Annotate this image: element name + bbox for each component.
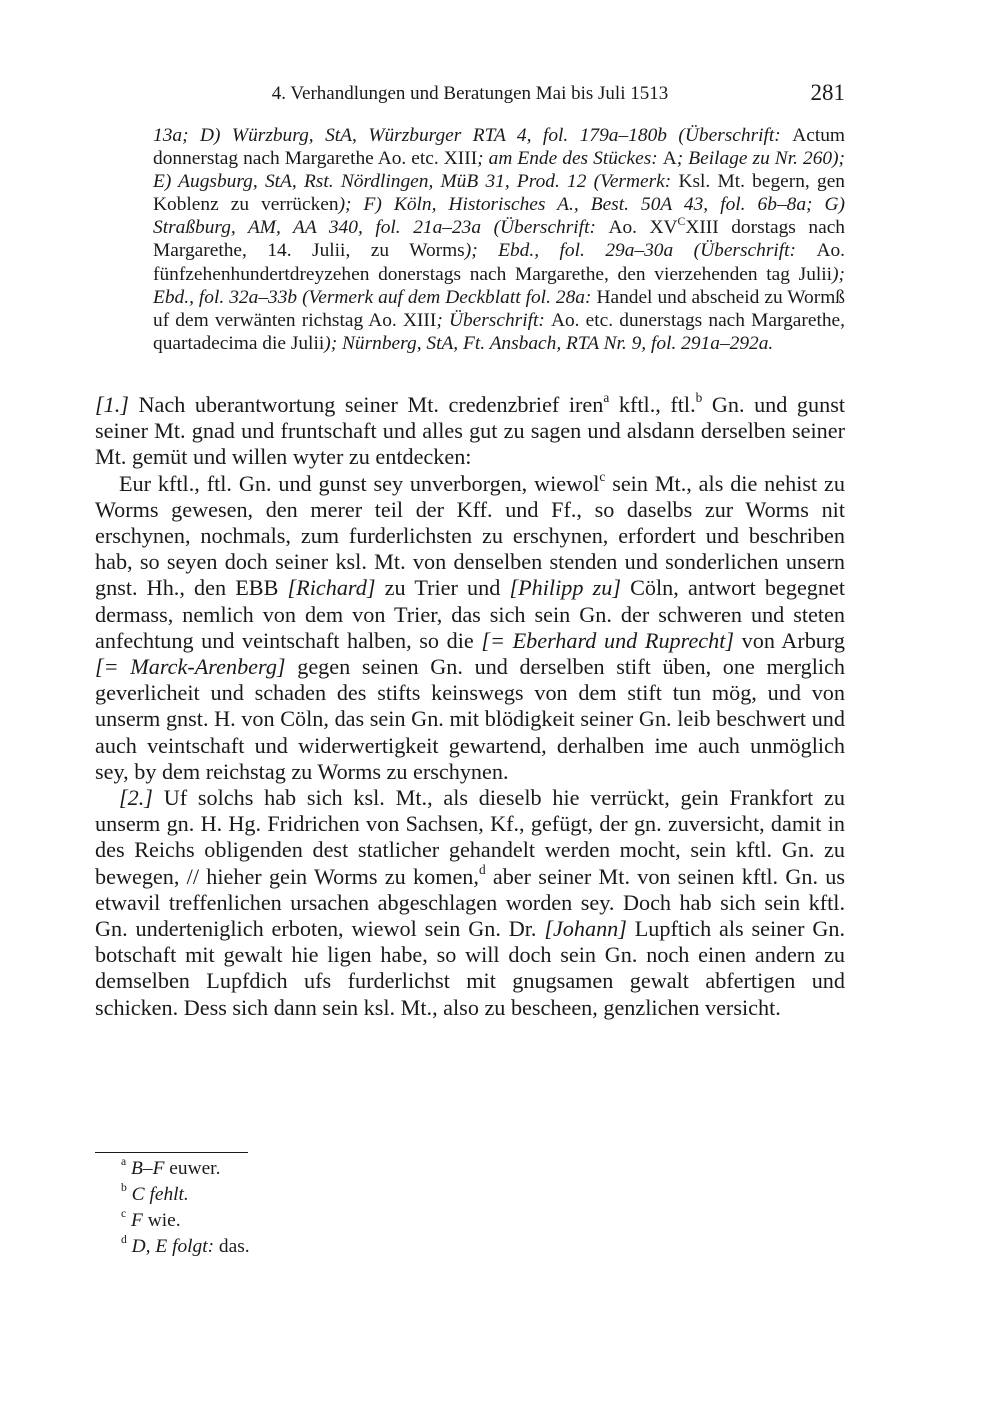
text-run: von Arburg [734, 627, 845, 653]
footnote-marker: C [677, 214, 686, 228]
italic-text: [= Marck-Arenberg] [95, 654, 286, 680]
footnote-marker: c [599, 468, 606, 484]
main-text [95, 392, 845, 1021]
footnote-marker: a [121, 1155, 127, 1169]
footnotes [121, 1156, 721, 1260]
footnote-marker: d [121, 1233, 127, 1247]
footnote-marker: d [478, 861, 486, 877]
footnote [121, 1182, 721, 1208]
paragraph [95, 785, 845, 1021]
footnote [121, 1208, 721, 1234]
italic-text: ); Nürnberg, StA, Ft. Ansbach, RTA Nr. 9, fol. 291a–292a. [324, 332, 774, 354]
source-apparatus [153, 124, 845, 355]
italic-text: ; Überschrift: [436, 309, 551, 331]
italic-text: F [131, 1210, 143, 1231]
text-run: kftl., ftl. [609, 392, 696, 417]
italic-text: ); Ebd., fol. 29a–30a (Überschrift: [464, 240, 817, 262]
page-header [95, 80, 845, 108]
footnote-marker: b [121, 1181, 127, 1195]
text-run: wie. [142, 1210, 181, 1231]
text-run: euwer. [164, 1158, 221, 1179]
italic-text: C fehlt. [131, 1184, 189, 1205]
text-run: Ao. XV [608, 217, 678, 239]
footnote-divider [95, 1152, 248, 1153]
text-run: zu Trier und [375, 575, 510, 601]
italic-text: B–F [131, 1158, 165, 1179]
text-run: sein Mt., als die nehist zu Worms gewesen, den merer teil der Kff. und Ff., so daselbs zur Worms nit erschynen, nochmals, zum furderlichsten zu erschynen, erfordert und beschriben hab, so seyen doch seiner ksl. Mt. von denselben stenden und sonderlichen unsern gnst. Hh., den EBB [95, 470, 845, 601]
text-run: Ao. etc. dunerstags nach Margarethe, quartadecima die Julii [153, 309, 845, 354]
footnote [121, 1234, 721, 1260]
text-run: Gn. und gunst seiner Mt. gnad und fruntschaft und alles gut zu sagen und alsdann derselben seiner Mt. gemüt und willen wyter zu entdecken: [95, 392, 846, 470]
text-run: Ksl. Mt. begern, gen Koblenz zu verrücken [153, 171, 845, 216]
text-run: A [662, 148, 677, 170]
text-run: Nach uberantwortung seiner Mt. credenzbrief iren [128, 392, 604, 417]
italic-text: [2.] [119, 785, 153, 811]
footnote [121, 1156, 721, 1182]
text-run: Cöln, antwort begegnet dermass, nemlich von dem von Trier, das sich sein Gn. der schweren und steten anfechtung und veintschaft halben, so die [95, 575, 845, 653]
italic-text: [Richard] [287, 575, 376, 601]
paragraph [95, 392, 845, 471]
italic-text: ; am Ende des Stückes: [477, 148, 663, 170]
text-run: Uf solchs hab sich ksl. Mt., als dieselb hie verrückt, gein Frankfort zu unserm gn. H. Hg. Fridrichen von Sachsen, Kf., gefügt, der gn. zuversicht, damit in des Reichs obligenden dest statlicher gehandelt werden mocht, sein kftl. Gn. zu bewegen, // hieher gein Worms zu komen, [95, 785, 845, 889]
footnote-marker: b [695, 390, 703, 406]
text-run: gegen seinen Gn. und derselben stift üben, one merglich geverlicheit und schaden des stifts keinswegs von dem stift tun mög, und von unserm gnst. H. von Cöln, das sein Gn. mit blödigkeit seiner Gn. leib beschwert und auch veintschaft und widerwertigkeit gewartend, derhalben ime auch unmöglich sey, by dem reichstag zu Worms zu erschynen. [95, 654, 845, 784]
italic-text: ); F) Köln, Historisches A., Best. 50A 43, fol. 6b–8a; G) Straßburg, AM, AA 340, fol. 21a–23a (Überschrift: [153, 194, 845, 239]
italic-text: [Philipp zu] [509, 575, 621, 601]
footnote-marker: a [603, 390, 610, 406]
paragraph [95, 468, 845, 785]
italic-text: [Johann] [544, 916, 627, 942]
italic-text: 13a; D) Würzburg, StA, Würzburger RTA 4, fol. 179a–180b (Überschrift: [153, 125, 793, 146]
text-run: aber seiner Mt. von seinen kftl. Gn. us etwavil treffenlichen ursachen abgeschlagen worden sey. Doch hab sich sein kftl. Gn. underteniglich erboten, wiewol sein Gn. Dr. [95, 863, 846, 942]
italic-text: ; Beilage zu Nr. 260); E) Augsburg, StA, Rst. Nördlingen, MüB 31, Prod. 12 (Vermerk: [153, 148, 846, 193]
text-run: XIII dorstags nach Margarethe, 14. Julii, zu Worms [153, 217, 845, 262]
text-run: das. [214, 1236, 250, 1257]
italic-text: [1.] [95, 392, 129, 417]
italic-text: D, E folgt: [131, 1236, 215, 1257]
text-run: Lupftich als seiner Gn. botschaft mit gewalt hie ligen habe, so will doch sein Gn. noch einen andern zu demselben Lupfdich ufs furderlichst mit gnugsamen gewalt abfertigen und schicken. Dess sich dann sein ksl. Mt., also zu bescheen, genzlichen versicht. [95, 916, 845, 1020]
page-number: 281 [810, 80, 845, 105]
text-run: Handel und abscheid zu Wormß uf dem verwänten richstag Ao. XIII [153, 286, 845, 331]
running-title: 4. Verhandlungen und Beratungen Mai bis Juli 1513 [271, 83, 669, 104]
text-run: Actum donnerstag nach Margarethe Ao. etc. XIII [153, 125, 845, 170]
footnote-marker: c [121, 1207, 127, 1221]
text-run: Eur kftl., ftl. Gn. und gunst sey unverborgen, wiewol [119, 470, 600, 496]
italic-text: ); Ebd., fol. 32a–33b (Vermerk auf dem Deckblatt fol. 28a: [153, 263, 845, 308]
italic-text: [= Eberhard und Ruprecht] [481, 627, 735, 653]
text-run: Ao. fünfzehenhundertdreyzehen donerstags nach Margarethe, den vierzehenden tag Julii [153, 240, 846, 285]
